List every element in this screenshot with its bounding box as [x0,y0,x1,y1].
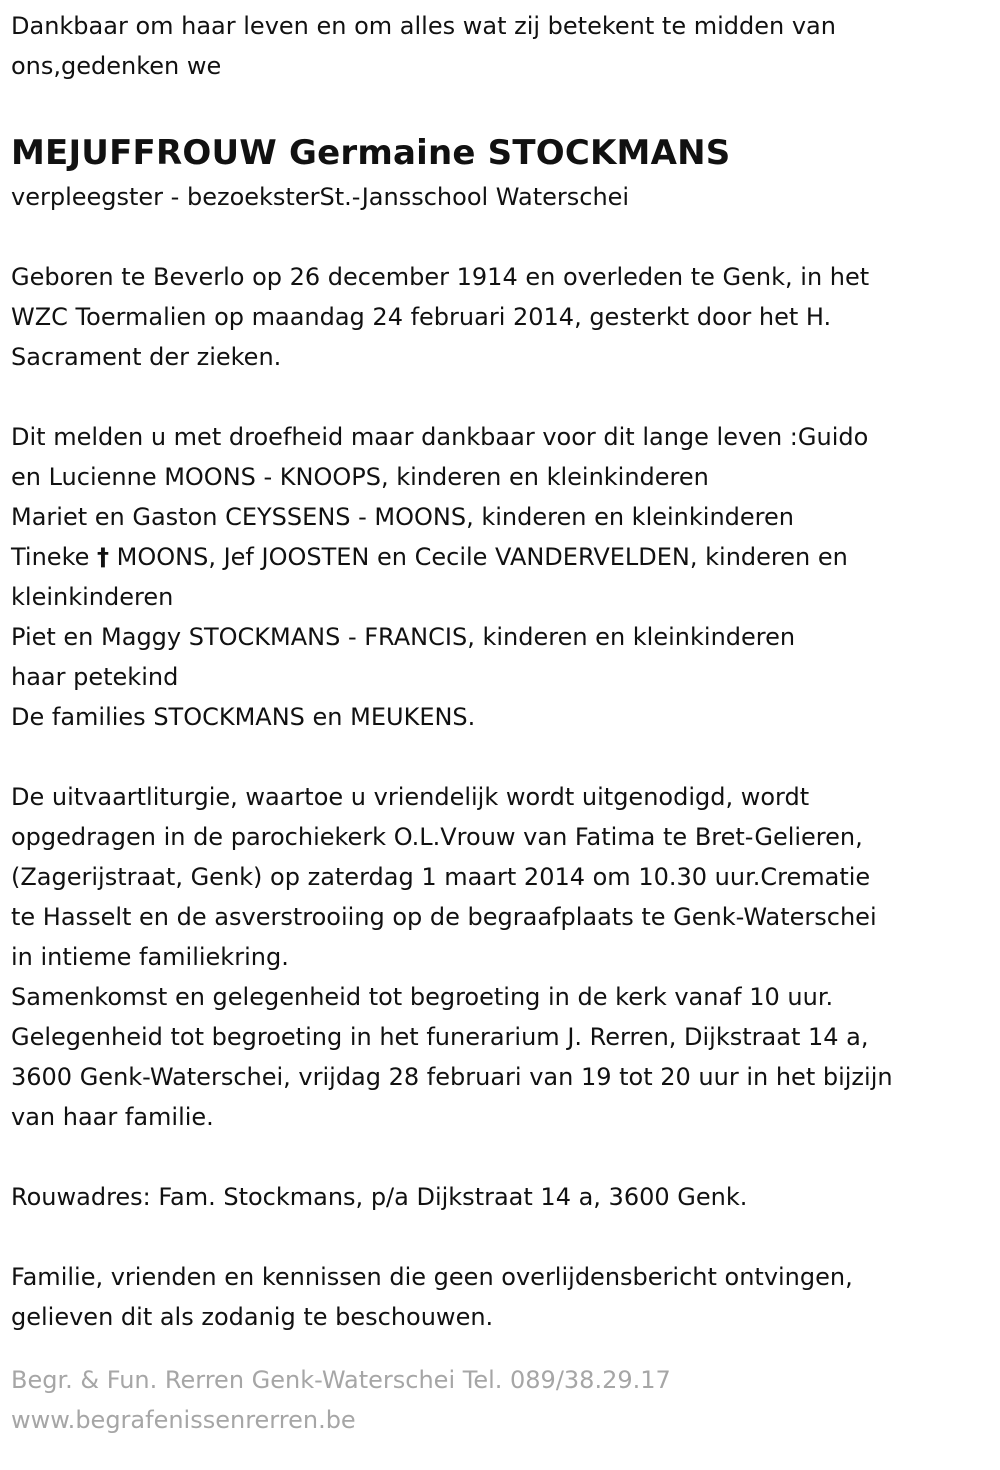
birth-death-paragraph [11,257,986,377]
family-line: Mariet en Gaston CEYSSENS - MOONS, kinderen en kleinkinderen [11,503,794,531]
funeral-line: in intieme familiekring. [11,943,289,971]
family-line [11,537,986,577]
funeral-line: te Hasselt en de asverstrooiing op de begraafplaats te Genk-Waterschei [11,903,877,931]
funeral-line: (Zagerijstraat, Genk) op zaterdag 1 maart 2014 om 10.30 uur.Crematie [11,863,871,891]
funeral-line: opgedragen in de parochiekerk O.L.Vrouw van Fatima te Bret-Gelieren, [11,823,863,851]
family-line-start: Tineke [11,543,98,571]
spacer [11,217,986,257]
funeral-line: van haar familie. [11,1103,214,1131]
deceased-occupation: verpleegster - bezoeksterSt.-Jansschool Waterschei [11,183,630,211]
birth-line: Geboren te Beverlo op 26 december 1914 en overleden te Genk, in het [11,263,870,291]
deceased-name: MEJUFFROUW Germaine STOCKMANS [11,133,731,173]
notice-paragraph [11,1257,986,1337]
funeral-line: 3600 Genk-Waterschei, vrijdag 28 februari van 19 tot 20 uur in het bijzijn [11,1063,893,1091]
intro-line: ons,gedenken we [11,52,222,80]
family-line: kleinkinderen [11,583,174,611]
spacer [11,737,986,777]
family-line: haar petekind [11,663,179,691]
funeral-line: Samenkomst en gelegenheid tot begroeting in de kerk vanaf 10 uur. [11,983,834,1011]
intro-text [11,6,986,86]
family-line: en Lucienne MOONS - KNOOPS, kinderen en kleinkinderen [11,463,709,491]
spacer [11,1217,986,1257]
birth-line: WZC Toermalien op maandag 24 februari 2014, gesterkt door het H. [11,303,832,331]
family-line: Piet en Maggy STOCKMANS - FRANCIS, kinderen en kleinkinderen [11,623,796,651]
intro-line: Dankbaar om haar leven en om alles wat zij betekent te midden van [11,12,836,40]
birth-line: Sacrament der zieken. [11,343,282,371]
funeral-line: De uitvaartliturgie, waartoe u vriendelijk wordt uitgenodigd, wordt [11,783,810,811]
cross-icon: † [97,543,110,571]
funeral-line: Gelegenheid tot begroeting in het funerarium J. Rerren, Dijkstraat 14 a, [11,1023,869,1051]
funeral-paragraph [11,777,986,1137]
family-line: De families STOCKMANS en MEUKENS. [11,703,476,731]
funeral-home-website: www.begrafenissenrerren.be [11,1406,356,1434]
funeral-home-footer [11,1360,986,1440]
family-paragraph [11,417,986,737]
notice-line: Familie, vrienden en kennissen die geen overlijdensbericht ontvingen, [11,1263,853,1291]
spacer [11,1137,986,1177]
mourning-address: Rouwadres: Fam. Stockmans, p/a Dijkstraat 14 a, 3600 Genk. [11,1183,748,1211]
family-line-end: MOONS, Jef JOOSTEN en Cecile VANDERVELDEN, kinderen en [109,543,848,571]
notice-line: gelieven dit als zodanig te beschouwen. [11,1303,494,1331]
family-line: Dit melden u met droefheid maar dankbaar voor dit lange leven :Guido [11,423,869,451]
funeral-home-contact: Begr. & Fun. Rerren Genk-Waterschei Tel. 089/38.29.17 [11,1366,671,1394]
spacer [11,377,986,417]
